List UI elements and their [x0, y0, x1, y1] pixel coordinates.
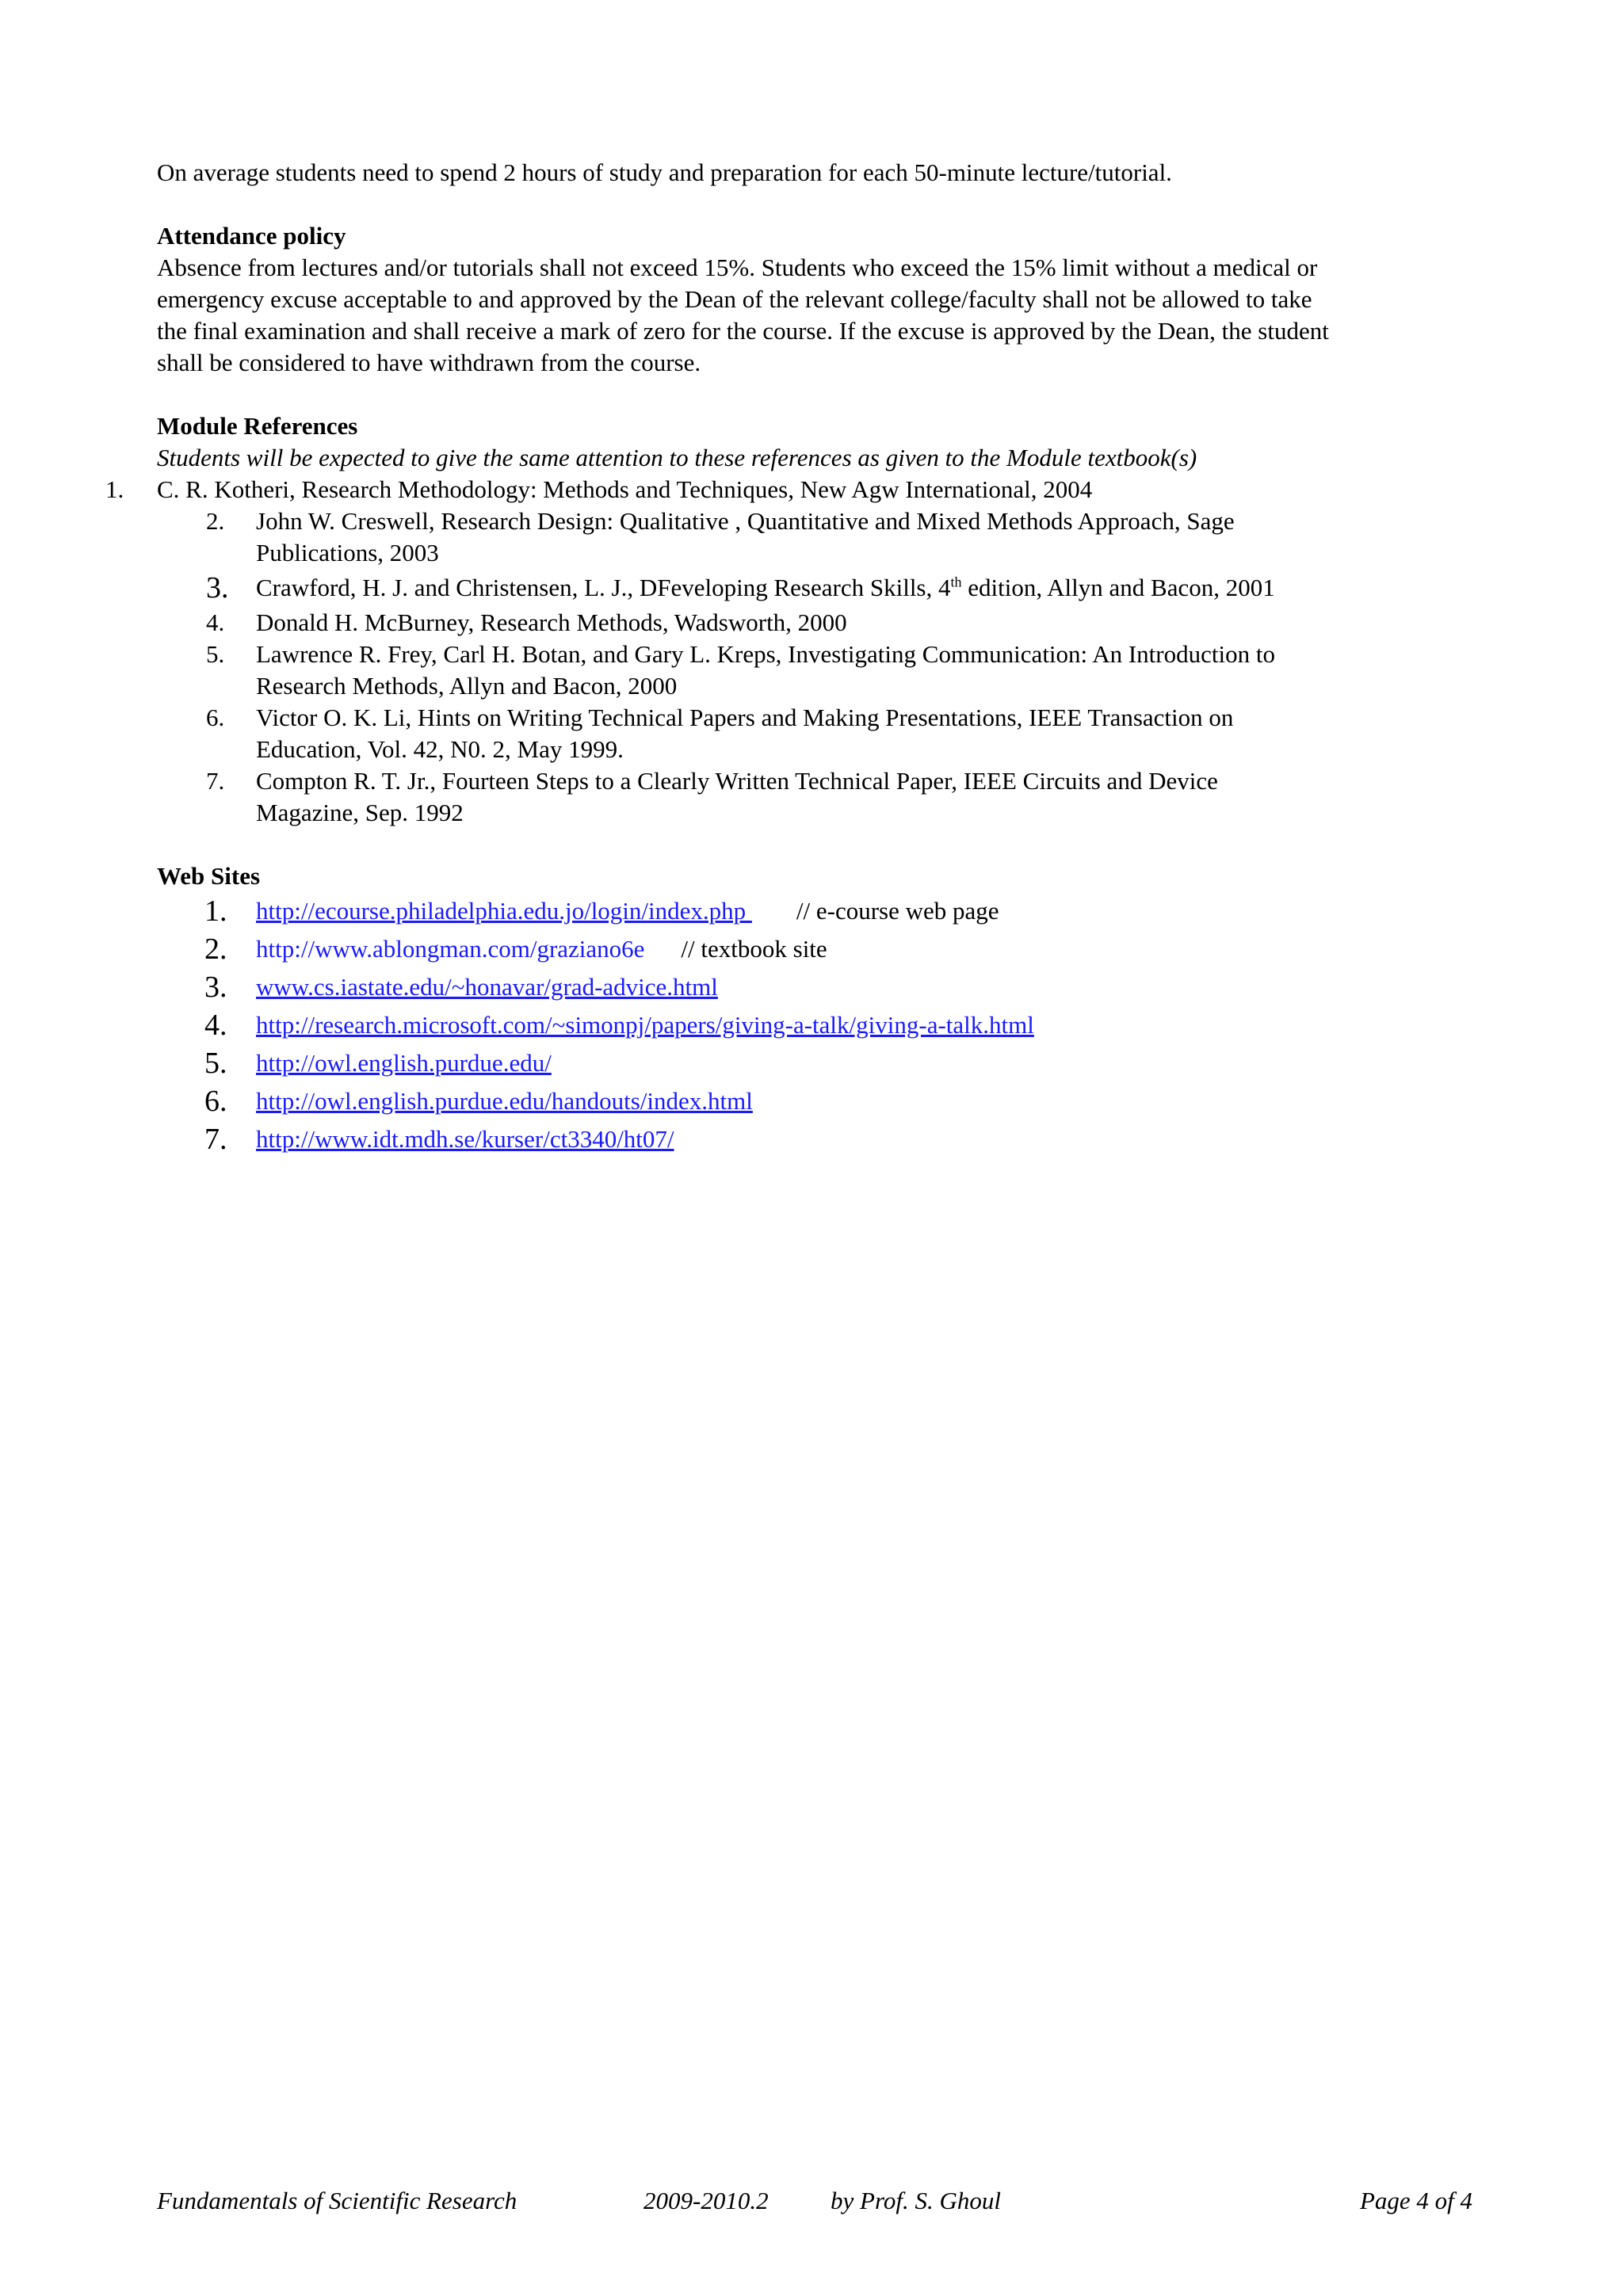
reference-text: Research Methods, Allyn and Bacon, 2000 [256, 672, 678, 700]
reference-text: Lawrence R. Frey, Carl H. Botan, and Gary L. Kreps, Investigating Communication: An Introduction to [256, 640, 1275, 668]
website-link[interactable]: http://ecourse.philadelphia.edu.jo/login/index.php [256, 897, 752, 925]
footer-term: 2009-2010.2 [643, 2187, 769, 2214]
reference-text [256, 569, 1472, 607]
website-number: 3. [204, 971, 227, 1004]
reference-superscript: th [950, 574, 962, 590]
footer-author: by Prof. S. Ghoul [831, 2187, 1001, 2214]
website-number: 5. [204, 1047, 227, 1080]
reference-number: 5. [206, 640, 225, 668]
footer-course: Fundamentals of Scientific Research [157, 2187, 517, 2214]
website-link[interactable]: http://www.ablongman.com/graziano6e [256, 935, 645, 963]
reference-text: C. R. Kotheri, Research Methodology: Methods and Techniques, New Agw International, 2004 [157, 475, 1093, 503]
website-link[interactable]: http://www.idt.mdh.se/kurser/ct3340/ht07/ [256, 1125, 674, 1153]
websites-list [157, 892, 1472, 1158]
reference-number: 4. [206, 608, 225, 636]
websites-heading: Web Sites [157, 862, 261, 890]
reference-text: Publications, 2003 [256, 539, 439, 566]
website-link[interactable]: http://owl.english.purdue.edu/ [256, 1049, 552, 1077]
website-item [157, 1120, 1472, 1158]
reference-number: 6. [206, 704, 225, 731]
reference-text-part: edition, Allyn and Bacon, 2001 [961, 574, 1275, 601]
attendance-line: shall be considered to have withdrawn from the course. [157, 349, 701, 376]
reference-item [157, 607, 1472, 639]
attendance-line: Absence from lectures and/or tutorials shall not exceed 15%. Students who exceed the 15% limit without a medical or [157, 254, 1318, 281]
attendance-heading: Attendance policy [157, 222, 346, 250]
references-note: Students will be expected to give the same attention to these references as given to the Module textbook(s) [157, 444, 1197, 471]
website-number: 2. [204, 933, 227, 966]
reference-text: Victor O. K. Li, Hints on Writing Technical Papers and Making Presentations, IEEE Transaction on [256, 704, 1234, 731]
reference-text: Compton R. T. Jr., Fourteen Steps to a Clearly Written Technical Paper, IEEE Circuits and Device [256, 767, 1218, 795]
reference-number: 1. [105, 475, 124, 503]
reference-item [157, 505, 1472, 569]
website-number: 4. [204, 1009, 227, 1042]
intro-text: On average students need to spend 2 hours of study and preparation for each 50-minute lecture/tutorial. [157, 158, 1172, 186]
website-item [157, 1044, 1472, 1082]
reference-item [105, 474, 1472, 505]
website-item [157, 892, 1472, 930]
website-item [157, 1082, 1472, 1120]
website-link[interactable]: http://owl.english.purdue.edu/handouts/index.html [256, 1087, 753, 1115]
attendance-line: emergency excuse acceptable to and approved by the Dean of the relevant college/faculty shall not be allowed to take [157, 285, 1312, 313]
reference-text: Donald H. McBurney, Research Methods, Wadsworth, 2000 [256, 608, 847, 636]
website-number: 7. [204, 1123, 227, 1156]
reference-text: Magazine, Sep. 1992 [256, 799, 464, 826]
reference-number: 7. [206, 767, 225, 795]
website-item [157, 968, 1472, 1006]
website-link[interactable]: http://research.microsoft.com/~simonpj/papers/giving-a-talk/giving-a-talk.html [256, 1011, 1034, 1039]
attendance-paragraph [157, 252, 1472, 379]
reference-text: John W. Creswell, Research Design: Qualitative , Quantitative and Mixed Methods Approach, Sage [256, 507, 1235, 535]
reference-text-part: Crawford, H. J. and Christensen, L. J., DFeveloping Research Skills, 4 [256, 574, 951, 601]
website-item [157, 930, 1472, 968]
reference-item [157, 702, 1472, 765]
reference-number: 3. [206, 571, 229, 605]
website-comment: // e-course web page [796, 897, 999, 925]
website-comment: // textbook site [681, 935, 827, 963]
references-list [105, 474, 1472, 829]
website-number: 1. [204, 894, 227, 928]
website-link[interactable]: www.cs.iastate.edu/~honavar/grad-advice.html [256, 973, 718, 1001]
website-number: 6. [204, 1085, 227, 1118]
reference-text: Education, Vol. 42, N0. 2, May 1999. [256, 735, 624, 763]
footer-page-number: Page 4 of 4 [1359, 2187, 1472, 2214]
website-item [157, 1006, 1472, 1044]
reference-item [157, 765, 1472, 829]
attendance-line: the final examination and shall receive a mark of zero for the course. If the excuse is approved by the Dean, the student [157, 317, 1329, 345]
page-content [105, 157, 1472, 1158]
references-heading: Module References [157, 412, 358, 440]
reference-number: 2. [206, 507, 225, 535]
reference-item [157, 569, 1472, 607]
reference-item [157, 639, 1472, 702]
